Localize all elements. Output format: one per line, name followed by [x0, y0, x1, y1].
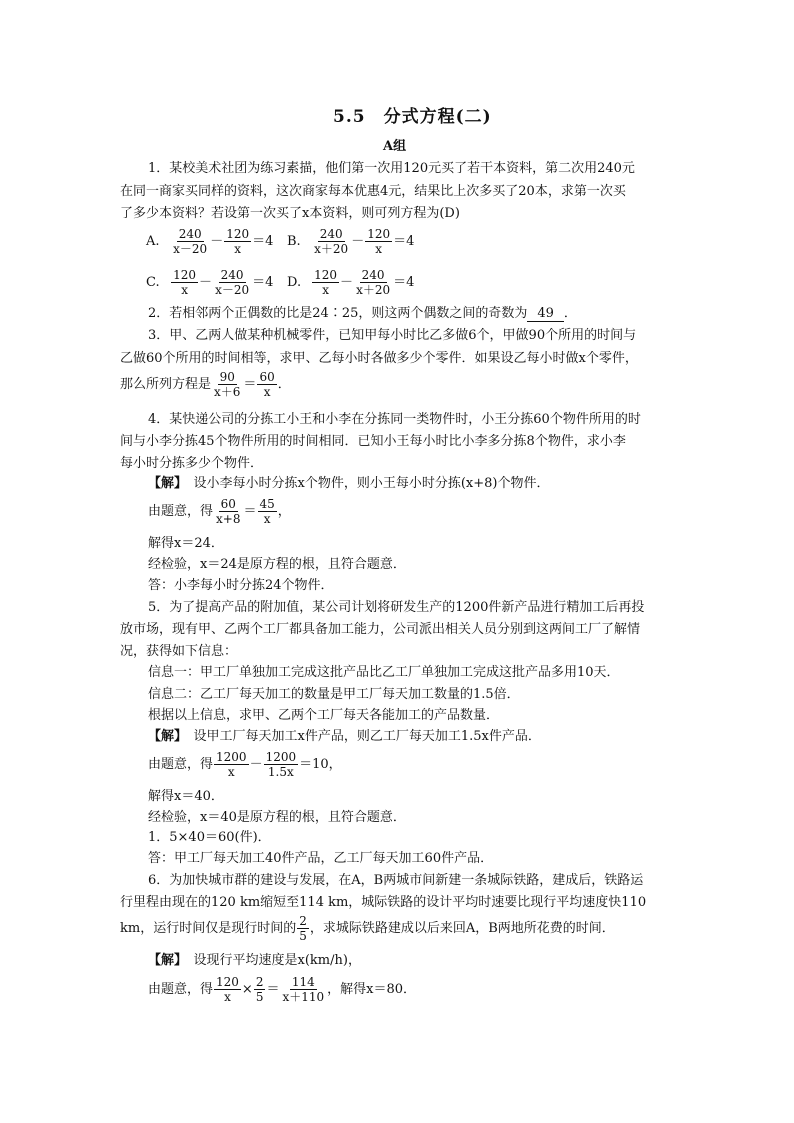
q2-answer-blank: 49 — [527, 306, 564, 322]
fraction: $\frac{120}{x}$ — [314, 268, 338, 297]
q5-answer: 答：甲工厂每天加工40件产品，乙工厂每天加工60件产品． — [148, 851, 494, 866]
q6-line-1: 6．为加快城市群的建设与发展，在A，B两城市间新建一条城际铁路，建成后，铁路运 — [148, 873, 644, 888]
q1-line-2: 在同一商家买同样的资料，这次商家每本优惠4元，结果比上次多买了20本，求第一次买 — [120, 184, 626, 199]
q4-equation: 由题意，得 $\frac{60}{x+8}$ ＝ $\frac{45}{x}$ ， — [148, 497, 291, 526]
fraction: $\frac{1200}{1.5x}$ — [265, 750, 297, 779]
q5-info-1: 信息一：甲工厂单独加工完成这批产品比乙工厂单独加工完成这批产品多用10天． — [148, 665, 620, 680]
q5-info-2: 信息二：乙工厂每天加工的数量是甲工厂每天加工数量的1.5倍． — [148, 687, 520, 702]
fraction: $\frac{2}{5}$ — [255, 975, 264, 1004]
fraction: $\frac{120}{x}$ — [226, 227, 250, 256]
q1-option-b: B. $\frac{240}{x+20}$ － $\frac{120}{x}$ ＝4 — [287, 227, 415, 256]
fraction: $\frac{240}{x+20}$ — [314, 227, 349, 256]
q4-solve: 解得x＝24． — [148, 536, 224, 551]
q1-line-3: 了多少本资料？若设第一次买了x本资料，则可列方程为(D) — [120, 206, 460, 221]
q6-equation: 由题意，得 $\frac{120}{x}$ × $\frac{2}{5}$ ＝ $\frac{114}{x+110}$ ，解得x＝80． — [148, 975, 417, 1004]
solution-label: 【解】 — [148, 953, 181, 968]
fraction: $\frac{45}{x}$ — [259, 497, 275, 526]
q1-option-c: C. $\frac{120}{x}$ － $\frac{240}{x-20}$ ＝4 — [146, 268, 274, 297]
q1-line-1: 1．某校美术社团为练习素描，他们第一次用120元买了若干本资料，第二次用240元 — [148, 161, 635, 176]
q4-answer: 答：小李每小时分拣24个物件． — [148, 578, 334, 593]
fraction: $\frac{90}{x+6}$ — [214, 370, 241, 399]
q1-option-d: D. $\frac{120}{x}$ － $\frac{240}{x+20}$ ＝4 — [287, 268, 415, 297]
solution-label: 【解】 — [148, 729, 181, 744]
fraction: $\frac{2}{5}$ — [299, 914, 307, 943]
q6-line-2: 行里程由现在的120 km缩短至114 km，城际铁路的设计平均时速要比现行平均速度快110 — [120, 895, 647, 910]
q5-line-3: 况，获得如下信息： — [120, 644, 238, 659]
q5-line-2: 放市场，现有甲、乙两个工厂都具备加工能力，公司派出相关人员分别到这两间工厂了解情 — [120, 622, 641, 637]
q5-solve: 解得x＝40． — [148, 789, 224, 804]
q1-option-a: A. $\frac{240}{x-20}$ － $\frac{120}{x}$ ＝4 — [146, 227, 274, 256]
q4-line-1: 4．某快递公司的分拣工小王和小李在分拣同一类物件时，小王分拣60个物件所用的时 — [148, 412, 641, 427]
page-title: 5.5 分式方程(二) — [333, 107, 492, 127]
q4-solution-intro: 【解】 设小李每小时分拣x个物件，则小王每小时分拣(x+8)个物件． — [148, 476, 550, 491]
q3-line-1: 3．甲、乙两人做某种机械零件，已知甲每小时比乙多做6个，甲做90个所用的时间与 — [148, 328, 637, 343]
q4-check: 经检验，x＝24是原方程的根，且符合题意． — [148, 557, 406, 572]
q5-calc: 1．5×40＝60(件)． — [148, 830, 271, 845]
fraction: $\frac{120}{x}$ — [216, 975, 239, 1004]
fraction: $\frac{240}{x-20}$ — [173, 227, 208, 256]
fraction: $\frac{120}{x}$ — [367, 227, 391, 256]
fraction: $\frac{1200}{x}$ — [216, 750, 247, 779]
q6-solution-intro: 【解】 设现行平均速度是x(km/h)， — [148, 953, 361, 968]
q5-check: 经检验，x＝40是原方程的根，且符合题意． — [148, 810, 406, 825]
q5-equation: 由题意，得 $\frac{1200}{x}$ － $\frac{1200}{1.5x}$ ＝10， — [148, 750, 342, 779]
q2-line: 2．若相邻两个正偶数的比是24∶25，则这两个偶数之间的奇数为 49 ． — [148, 306, 577, 321]
group-heading: A组 — [383, 139, 407, 154]
q5-line-1: 5．为了提高产品的附加值，某公司计划将研发生产的1200件新产品进行精加工后再投 — [148, 600, 645, 615]
q5-ask: 根据以上信息，求甲、乙两个工厂每天各能加工的产品数量． — [148, 708, 500, 723]
fraction: $\frac{60}{x+8}$ — [216, 497, 241, 526]
fraction: $\frac{60}{x}$ — [259, 370, 275, 399]
q6-line-3: km，运行时间仅是现行时间的 $\frac{2}{5}$ ，求城际铁路建成以后来回A，B两地所花费的时间． — [120, 914, 615, 943]
q3-line-3: 那么所列方程是 $\frac{90}{x+6}$ ＝ $\frac{60}{x}$ ． — [120, 370, 291, 399]
q5-solution-intro: 【解】 设甲工厂每天加工x件产品，则乙工厂每天加工1.5x件产品． — [148, 729, 541, 744]
fraction: $\frac{120}{x}$ — [173, 268, 197, 297]
fraction: $\frac{240}{x-20}$ — [215, 268, 250, 297]
fraction: $\frac{240}{x+20}$ — [356, 268, 391, 297]
fraction: $\frac{114}{x+110}$ — [282, 975, 325, 1004]
solution-label: 【解】 — [148, 476, 181, 491]
q3-line-2: 乙做60个所用的时间相等，求甲、乙每小时各做多少个零件．如果设乙每小时做x个零件， — [120, 351, 638, 366]
q4-line-2: 间与小李分拣45个物件所用的时间相同．已知小王每小时比小李多分拣8个物件，求小李 — [120, 434, 626, 449]
q4-line-3: 每小时分拣多少个物件． — [120, 456, 264, 471]
